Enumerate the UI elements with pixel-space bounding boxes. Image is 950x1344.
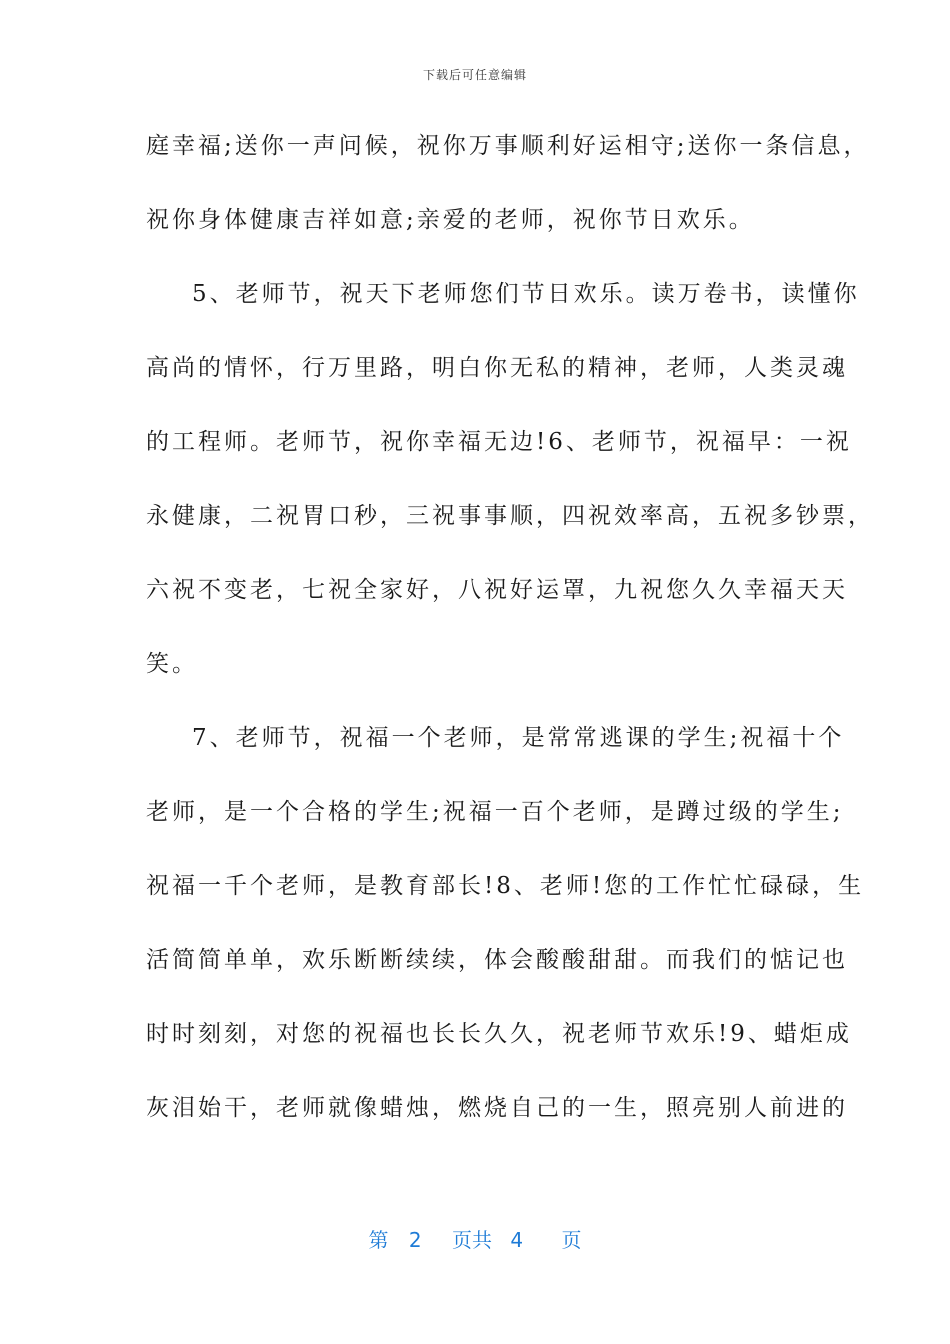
- text-line: 庭幸福;送你一声问候，祝你万事顺利好运相守;送你一条信息，: [146, 133, 870, 159]
- current-page-number: 2: [408, 1228, 422, 1252]
- text-line: 活简简单单，欢乐断断续续，体会酸酸甜甜。而我们的惦记也: [146, 947, 848, 973]
- text-line: 的工程师。老师节，祝你幸福无边!6、老师节，祝福早：一祝: [146, 429, 852, 455]
- text-line: 祝你身体健康吉祥如意;亲爱的老师，祝你节日欢乐。: [146, 207, 755, 233]
- page-label-mid: 页共: [452, 1228, 492, 1252]
- paragraph-first-line: 5、老师节，祝天下老师您们节日欢乐。读万卷书，读懂你: [192, 281, 860, 307]
- text-line: 老师，是一个合格的学生;祝福一百个老师，是蹲过级的学生;: [146, 799, 844, 825]
- page-header-note: 下载后可任意编辑: [422, 68, 527, 82]
- page-label-prefix: 第: [368, 1228, 389, 1252]
- text-line: 永健康，二祝胃口秒，三祝事事顺，四祝效率高，五祝多钞票，: [146, 503, 874, 529]
- text-line: 时时刻刻，对您的祝福也长长久久，祝老师节欢乐!9、蜡炬成: [146, 1021, 852, 1047]
- paragraph-first-line: 7、老师节，祝福一个老师，是常常逃课的学生;祝福十个: [192, 725, 845, 751]
- text-line: 六祝不变老，七祝全家好，八祝好运罩，九祝您久久幸福天天: [146, 577, 848, 603]
- page-label-suffix: 页: [561, 1228, 582, 1252]
- total-pages-number: 4: [510, 1228, 524, 1252]
- text-line: 高尚的情怀，行万里路，明白你无私的精神，老师，人类灵魂: [146, 355, 848, 381]
- text-line: 笑。: [146, 651, 198, 677]
- text-line: 祝福一千个老师，是教育部长!8、老师!您的工作忙忙碌碌，生: [146, 873, 865, 899]
- page-number-footer: [0, 1224, 950, 1253]
- document-body: [146, 124, 874, 1160]
- text-line: 灰泪始干，老师就像蜡烛，燃烧自己的一生，照亮别人前进的: [146, 1095, 848, 1121]
